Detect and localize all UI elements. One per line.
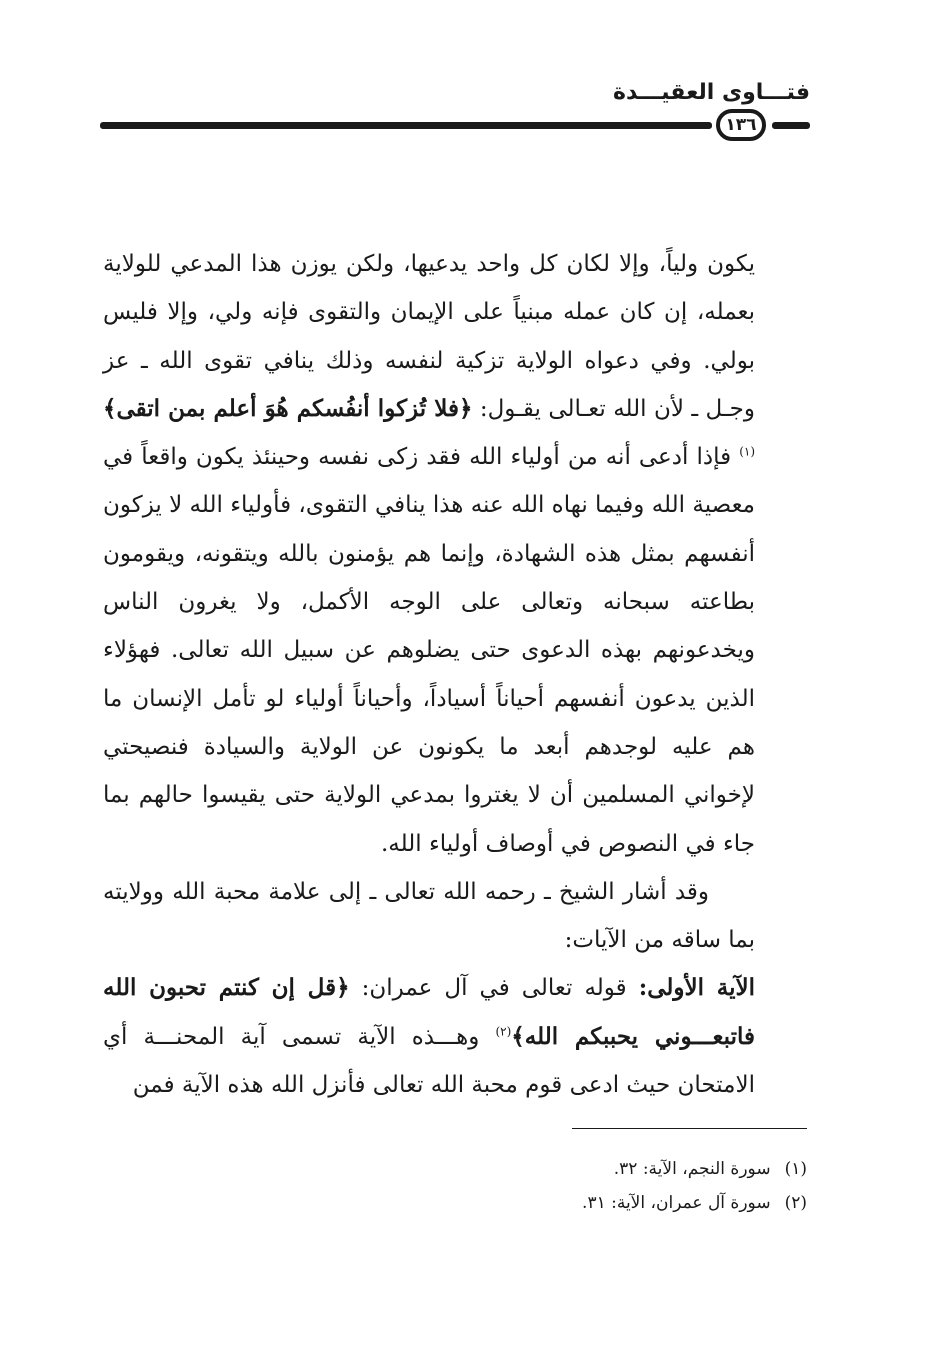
page-number: ١٣٦	[716, 109, 766, 141]
text-run: وهـــذه الآية تسمى آية المحنـــة أي الامتحان حيث ادعى قوم محبة الله تعالى فأنزل الله هذه الآية فمن	[103, 1023, 755, 1099]
quran-verse: ﴿قل إن كنتم تحبون الله فاتبعـــوني يحببكم الله﴾	[103, 974, 755, 1050]
book-title: فتـــاوى العقيـــدة	[613, 80, 810, 105]
footnote	[120, 1152, 807, 1186]
footnote-divider	[572, 1128, 807, 1129]
text-run: فإذا أدعى أنه من أولياء الله فقد زكى نفسه وحينئذ يكون واقعاً في معصية الله وفيما نهاه الله عنه هذا ينافي التقوى، فأولياء الله لا يزكون أنفسهم بمثل هذه الشهادة، وإنما هم يؤمنون بالله ويتقونه، ويقومون بطاعته سبحانه وتعالى على الوجه الأكمل، ولا يغرون الناس ويخدعونهم بهذه الدعوى حتى يضلوهم عن سبيل الله تعالى. فهؤلاء الذين يدعون أنفسهم أحياناً أسياداً، وأحياناً أولياء لو تأمل الإنسان ما هم عليه لوجدهم أبعد ما يكونون عن الولاية والسيادة فنصيحتي لإخواني المسلمين أن لا يغتروا بمدعي الولاية حتى يقيسوا حالهم بما جاء في النصوص في أوصاف أولياء الله.	[103, 444, 755, 857]
header-rule-end	[772, 122, 810, 129]
paragraph	[103, 964, 755, 1109]
footnote-number: (١)	[784, 1159, 807, 1179]
body-text	[103, 240, 755, 1109]
footnote-ref: (١)	[739, 444, 756, 459]
text-run: قوله تعالى في آل عمران:	[361, 975, 627, 1002]
footnote	[120, 1186, 807, 1220]
footnote-text: سورة آل عمران، الآية: ٣١.	[582, 1193, 771, 1213]
paragraph: وقد أشار الشيخ ـ رحمه الله تعالى ـ إلى علامة محبة الله وولايته بما ساقه من الآيات:	[103, 878, 755, 954]
page-header	[100, 78, 810, 140]
quran-verse: ﴿فلا تُزكوا أنفُسكم هُوَ أعلم بمن اتقى﴾	[103, 394, 473, 422]
footnote-text: سورة النجم، الآية: ٣٢.	[613, 1159, 771, 1179]
footnote-ref: (٢)	[495, 1024, 512, 1039]
footnote-number: (٢)	[784, 1193, 807, 1213]
verse-heading: الآية الأولى:	[638, 974, 755, 1002]
paragraph	[103, 240, 755, 868]
footnotes	[120, 1152, 807, 1220]
text-run: يكون ولياً، وإلا لكان كل واحد يدعيها، ولكن يوزن هذا المدعي للولاية بعمله، إن كان عمله مبنياً على الإيمان والتقوى فإنه ولي، وإلا فليس بولي. وفي دعواه الولاية تزكية لنفسه وذلك ينافي تقوى الله ـ عز وجـل ـ لأن الله تعـالى يقـول:	[103, 251, 755, 422]
header-rule	[100, 122, 712, 129]
